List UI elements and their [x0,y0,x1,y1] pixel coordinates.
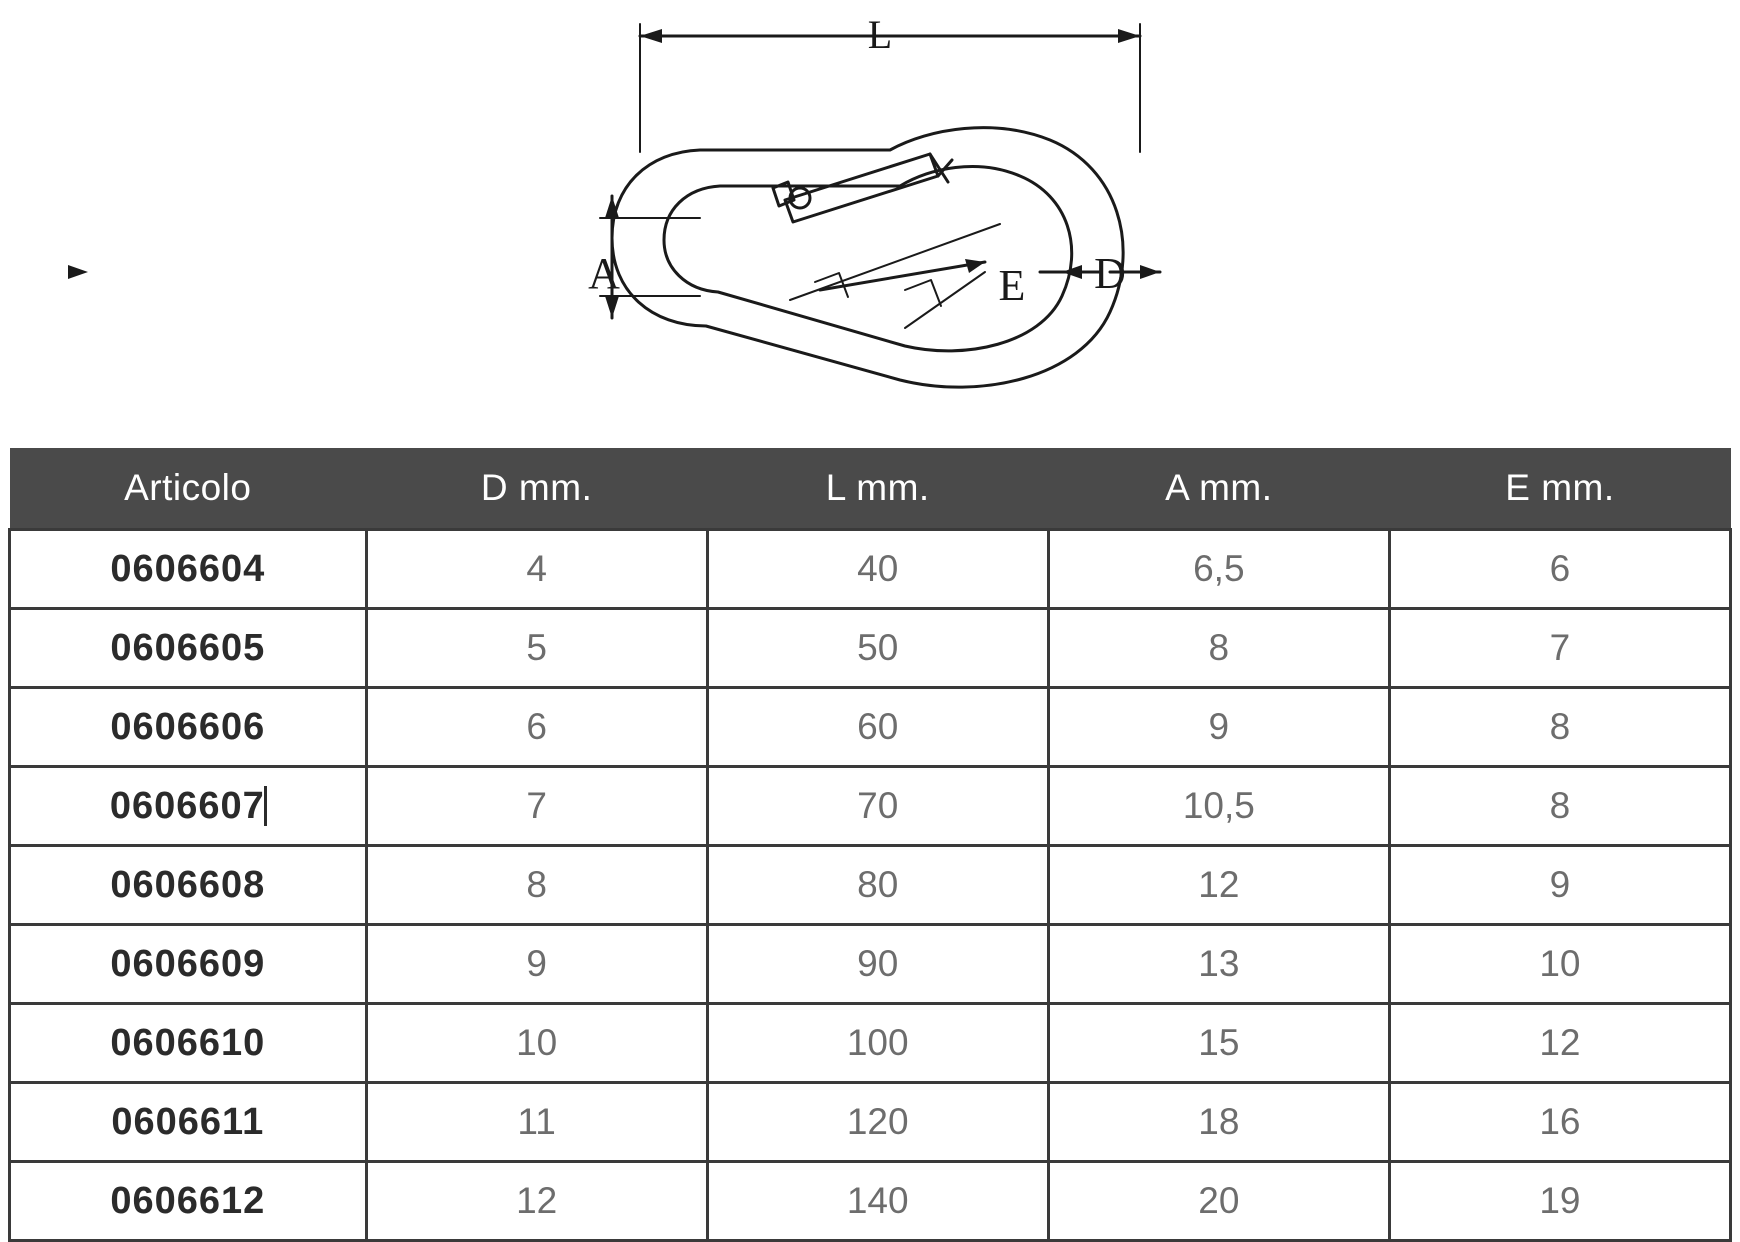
table-row [10,609,1731,688]
cell-articolo: 0606612 [10,1162,367,1241]
cell-d: 6 [366,688,707,767]
carabiner-gate [785,154,938,222]
cell-articolo: 0606610 [10,1004,367,1083]
cell-l: 50 [707,609,1048,688]
table-row [10,688,1731,767]
carabiner-drawing-svg [0,0,1740,440]
text-caret [264,786,267,826]
cell-articolo: 0606608 [10,846,367,925]
cell-a: 6,5 [1048,530,1389,609]
cell-l: 80 [707,846,1048,925]
cell-articolo-text: 0606607 [109,784,265,827]
specification-table-container [8,448,1732,1242]
cell-articolo: 0606606 [10,688,367,767]
column-header-e: E mm. [1389,448,1730,530]
cell-articolo: 0606609 [10,925,367,1004]
column-header-a: A mm. [1048,448,1389,530]
cell-l: 140 [707,1162,1048,1241]
column-header-l: L mm. [707,448,1048,530]
cell-e: 8 [1389,767,1730,846]
cell-d: 11 [366,1083,707,1162]
carabiner-outer-body [612,128,1123,387]
cell-a: 12 [1048,846,1389,925]
cell-e: 8 [1389,688,1730,767]
e-dimension-extension-2 [905,272,985,328]
cell-a: 15 [1048,1004,1389,1083]
cell-e: 12 [1389,1004,1730,1083]
cell-d: 5 [366,609,707,688]
cell-d: 8 [366,846,707,925]
table-header [10,448,1731,530]
cell-a: 20 [1048,1162,1389,1241]
table-row [10,1083,1731,1162]
table-row [10,1004,1731,1083]
cell-e: 7 [1389,609,1730,688]
specification-table [8,448,1732,1242]
table-row [10,767,1731,846]
cell-a: 9 [1048,688,1389,767]
column-header-articolo: Articolo [10,448,367,530]
cell-d: 7 [366,767,707,846]
cell-a: 10,5 [1048,767,1389,846]
table-row [10,1162,1731,1241]
table-header-row [10,448,1731,530]
cell-e: 19 [1389,1162,1730,1241]
cell-l: 40 [707,530,1048,609]
cell-d: 4 [366,530,707,609]
cell-l: 120 [707,1083,1048,1162]
carabiner-inner-opening [664,167,1072,351]
label-d: D [1094,249,1126,298]
cell-l: 90 [707,925,1048,1004]
cell-a: 18 [1048,1083,1389,1162]
cell-a: 13 [1048,925,1389,1004]
label-e: E [998,261,1026,310]
table-row [10,530,1731,609]
label-a: A [588,249,620,298]
column-header-d: D mm. [366,448,707,530]
technical-drawing [0,0,1740,440]
table-row [10,846,1731,925]
cell-e: 9 [1389,846,1730,925]
cell-a: 8 [1048,609,1389,688]
cell-articolo: 0606604 [10,530,367,609]
cell-l: 100 [707,1004,1048,1083]
cell-e: 16 [1389,1083,1730,1162]
table-row [10,925,1731,1004]
cell-articolo: 0606611 [10,1083,367,1162]
cell-d: 9 [366,925,707,1004]
cell-e: 6 [1389,530,1730,609]
cell-d: 10 [366,1004,707,1083]
cell-l: 70 [707,767,1048,846]
cell-articolo: 0606605 [10,609,367,688]
cell-l: 60 [707,688,1048,767]
table-body [10,530,1731,1241]
label-l: L [867,12,893,57]
cell-d: 12 [366,1162,707,1241]
cell-articolo-editing[interactable] [10,767,367,846]
cell-e: 10 [1389,925,1730,1004]
